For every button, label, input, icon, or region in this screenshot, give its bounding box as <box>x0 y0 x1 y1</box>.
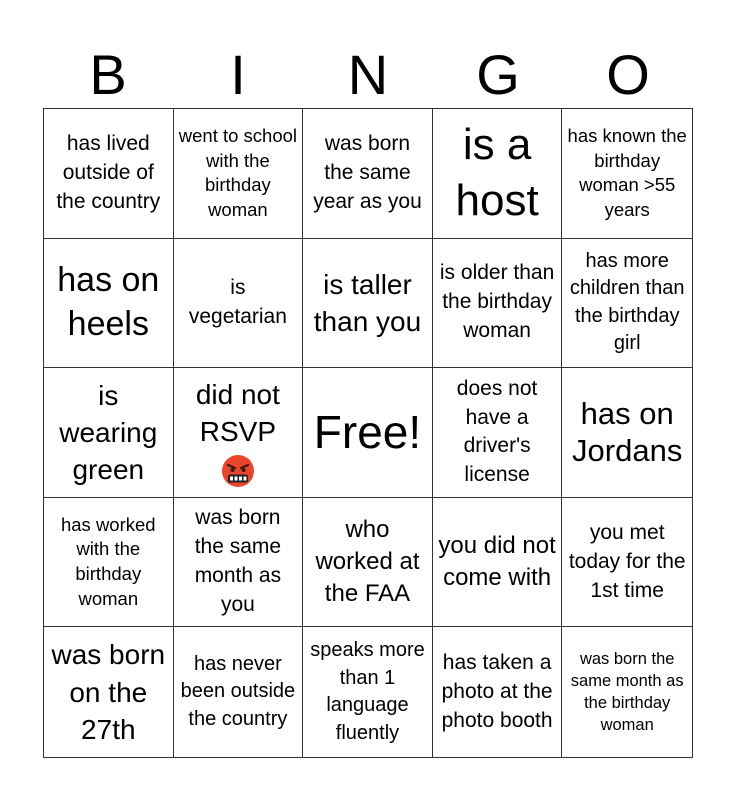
cell-text: was born the same year as you <box>313 131 422 213</box>
bingo-cell[interactable] <box>562 368 692 498</box>
bingo-cell[interactable] <box>562 239 692 369</box>
bingo-cell[interactable] <box>303 498 433 628</box>
cell-text: is vegetarian <box>188 275 287 328</box>
bingo-cell[interactable] <box>433 627 563 757</box>
bingo-cell[interactable] <box>433 239 563 369</box>
bingo-cell[interactable] <box>303 627 433 757</box>
bingo-cell[interactable] <box>562 498 692 628</box>
bingo-cell[interactable] <box>44 498 174 628</box>
bingo-board <box>43 108 693 758</box>
cell-text: has taken a photo at the photo booth <box>441 650 553 732</box>
bingo-cell[interactable] <box>174 498 304 628</box>
face-with-symbols-on-mouth-icon <box>220 453 256 489</box>
bingo-cell[interactable] <box>433 109 563 239</box>
bingo-cell[interactable] <box>174 109 304 239</box>
free-space: Free! <box>313 406 422 459</box>
bingo-cell[interactable] <box>174 627 304 757</box>
bingo-cell[interactable] <box>433 498 563 628</box>
cell-text: does not have a driver's license <box>456 376 538 487</box>
bingo-cell[interactable] <box>174 239 304 369</box>
bingo-cell[interactable] <box>44 109 174 239</box>
cell-text: has worked with the birthday woman <box>60 513 156 609</box>
cell-text: was born the same month as you <box>194 506 282 617</box>
header-letter-b: B <box>89 43 127 106</box>
header-letter-i: I <box>230 43 246 106</box>
cell-text: has never been outside the country <box>180 652 296 730</box>
cell-text: has lived outside of the country <box>56 131 161 213</box>
cell-text: is wearing green <box>59 379 158 486</box>
bingo-cell[interactable] <box>303 368 433 498</box>
cell-text: did not RSVP <box>195 379 280 448</box>
header-letter-o: O <box>606 43 650 106</box>
cell-text: has known the birthday woman >55 years <box>567 124 687 221</box>
bingo-cell[interactable] <box>562 109 692 239</box>
cell-text: is older than the birthday woman <box>439 261 555 343</box>
cell-text: was born the same month as the birthday woman <box>570 649 684 735</box>
bingo-cell[interactable] <box>433 368 563 498</box>
cell-text: you did not come with <box>438 531 556 592</box>
bingo-header <box>43 42 693 108</box>
bingo-cell[interactable] <box>44 368 174 498</box>
header-letter-n: N <box>347 43 389 106</box>
cell-text: has more children than the birthday girl <box>569 249 685 355</box>
bingo-cell[interactable] <box>44 239 174 369</box>
bingo-cell[interactable] <box>44 627 174 757</box>
cell-text: speaks more than 1 language fluently <box>310 639 425 744</box>
cell-text: has on Jordans <box>572 396 683 469</box>
cell-text: is a host <box>455 119 539 226</box>
cell-text: has on heels <box>57 261 160 343</box>
bingo-cell[interactable] <box>562 627 692 757</box>
bingo-cell[interactable] <box>303 109 433 239</box>
cell-text: you met today for the 1st time <box>568 520 686 602</box>
cell-text: was born on the 27th <box>51 639 166 745</box>
bingo-cell[interactable] <box>174 368 304 498</box>
cell-text: went to school with the birthday woman <box>178 124 298 221</box>
bingo-cell[interactable] <box>303 239 433 369</box>
header-letter-g: G <box>476 43 520 106</box>
cell-text: who worked at the FAA <box>315 515 420 608</box>
cell-text: is taller than you <box>313 268 422 337</box>
